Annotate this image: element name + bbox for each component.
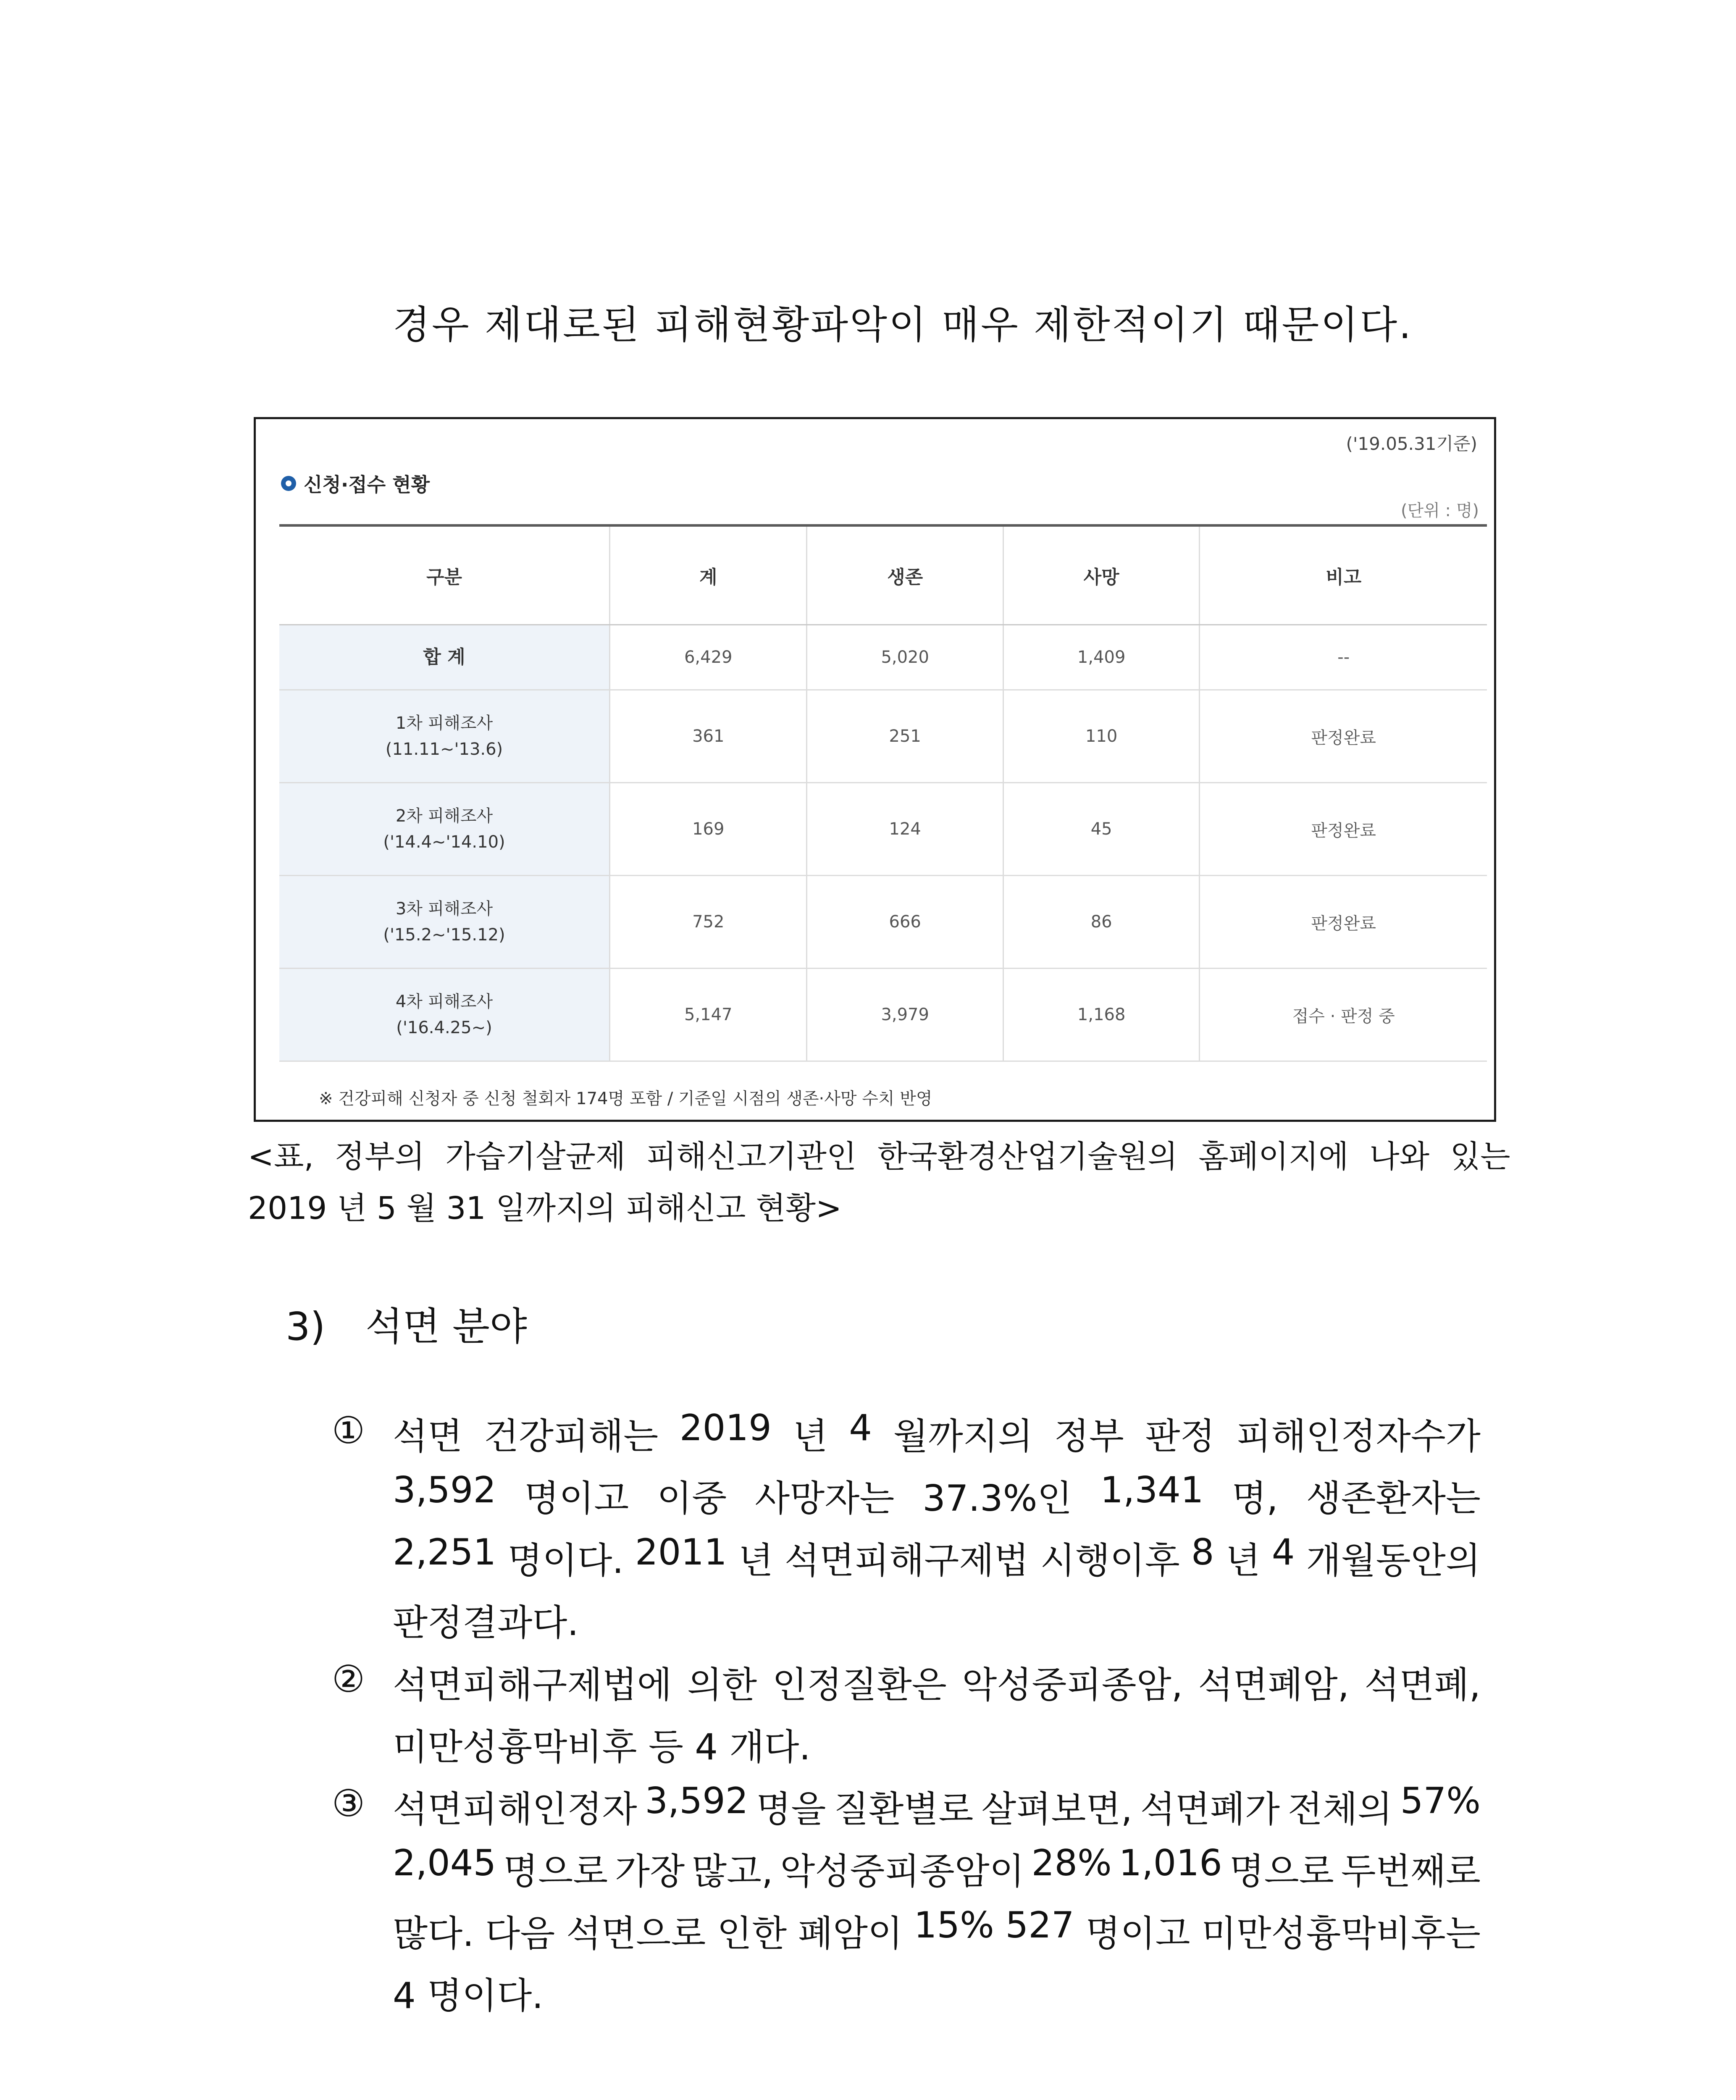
column-header: 생존 <box>807 525 1003 625</box>
intro-line: 경우 제대로된 피해현황파악이 매우 제한적이기 때문이다. <box>393 302 1413 347</box>
cell-alive: 124 <box>807 783 1003 876</box>
cell-dead: 1,168 <box>1003 969 1199 1061</box>
cell-alive: 251 <box>807 690 1003 783</box>
cell-alive: 3,979 <box>807 969 1003 1061</box>
cell-total: 361 <box>610 690 807 783</box>
row-label-cell <box>279 876 610 969</box>
unit-label: (단위 : 명) <box>1400 501 1479 520</box>
column-header: 사망 <box>1003 525 1199 625</box>
row-period: ('14.4~'14.10) <box>383 832 505 852</box>
row-label-cell <box>279 969 610 1061</box>
basis-date: ('19.05.31기준) <box>1346 433 1477 454</box>
column-header: 계 <box>610 525 807 625</box>
row-period: (11.11~'13.6) <box>385 740 503 759</box>
list-item-line: 석면피해구제법에 의한 인정질환은 악성중피종암, 석면폐암, 석면폐, <box>393 1664 1481 1706</box>
list-item-marker: ① <box>332 1409 365 1452</box>
list-item-line: 많다. 다음 석면으로 인한 폐암이 15% 527 명이고 미만성흉막비후는 <box>393 1904 1481 1955</box>
column-header: 구분 <box>279 525 610 625</box>
section-title: 석면 분야 <box>365 1304 527 1349</box>
row-label-cell <box>279 783 610 876</box>
cell-alive: 5,020 <box>807 625 1003 690</box>
row-period: ('15.2~'15.12) <box>383 925 505 945</box>
cell-dead: 110 <box>1003 690 1199 783</box>
cell-total: 752 <box>610 876 807 969</box>
cell-dead: 1,409 <box>1003 625 1199 690</box>
section-heading <box>286 1296 527 1351</box>
damage-report-table <box>279 524 1487 1062</box>
list-item-line: 2,045 명으로 가장 많고, 악성중피종암이 28% 1,016 명으로 두번째로 <box>393 1842 1481 1893</box>
list-item-line: 4 명이다. <box>393 1975 544 2017</box>
table-row <box>279 783 1487 876</box>
row-label-cell <box>279 690 610 783</box>
list-item-line: 3,592 명이고 이중 사망자는 37.3%인 1,341 명, 생존환자는 <box>393 1469 1481 1520</box>
table-heading-text: 신청·접수 현황 <box>304 473 430 496</box>
cell-note: 판정완료 <box>1200 783 1487 876</box>
table-screenshot <box>254 417 1496 1122</box>
row-label: 2차 피해조사 <box>395 806 493 826</box>
table-row <box>279 876 1487 969</box>
cell-total: 5,147 <box>610 969 807 1061</box>
list-item-line: 판정결과다. <box>393 1602 579 1644</box>
list-item-line: 석면피해인정자 3,592 명을 질환별로 살펴보면, 석면폐가 전체의 57% <box>393 1780 1481 1830</box>
table-header-row <box>279 525 1487 625</box>
column-header: 비고 <box>1200 525 1487 625</box>
cell-total: 6,429 <box>610 625 807 690</box>
cell-note: -- <box>1200 625 1487 690</box>
cell-dead: 86 <box>1003 876 1199 969</box>
row-label: 1차 피해조사 <box>395 714 493 733</box>
cell-alive: 666 <box>807 876 1003 969</box>
list-item-line: 2,251 명이다. 2011 년 석면피해구제법 시행이후 8 년 4 개월동안의 <box>393 1531 1481 1582</box>
cell-note: 접수 · 판정 중 <box>1200 969 1487 1061</box>
table-heading <box>281 470 430 497</box>
cell-dead: 45 <box>1003 783 1199 876</box>
row-label: 합 계 <box>423 646 465 668</box>
bullet-circle-icon <box>281 476 296 491</box>
table-caption-line-1: <표, 정부의 가습기살균제 피해신고기관인 한국환경산업기술원의 홈페이지에 나와 있는 <box>248 1139 1510 1175</box>
list-item-marker: ③ <box>332 1782 365 1825</box>
row-label: 3차 피해조사 <box>395 899 493 919</box>
row-period: ('16.4.25~) <box>396 1018 492 1037</box>
section-number: 3) <box>286 1304 326 1349</box>
cell-total: 169 <box>610 783 807 876</box>
list-item-line: 석면 건강피해는 2019 년 4 월까지의 정부 판정 피해인정자수가 <box>393 1407 1481 1457</box>
table-footnote: ※ 건강피해 신청자 중 신청 철회자 174명 포함 / 기준일 시점의 생존·사망 수치 반영 <box>319 1089 932 1108</box>
table-caption-line-2: 2019 년 5 월 31 일까지의 피해신고 현황> <box>248 1190 842 1226</box>
cell-note: 판정완료 <box>1200 690 1487 783</box>
row-label-cell <box>279 625 610 690</box>
cell-note: 판정완료 <box>1200 876 1487 969</box>
list-item-marker: ② <box>332 1657 365 1701</box>
list-item-line: 미만성흉막비후 등 4 개다. <box>393 1726 811 1768</box>
table-row <box>279 625 1487 690</box>
table-row <box>279 690 1487 783</box>
table-row <box>279 969 1487 1061</box>
row-label: 4차 피해조사 <box>395 992 493 1011</box>
